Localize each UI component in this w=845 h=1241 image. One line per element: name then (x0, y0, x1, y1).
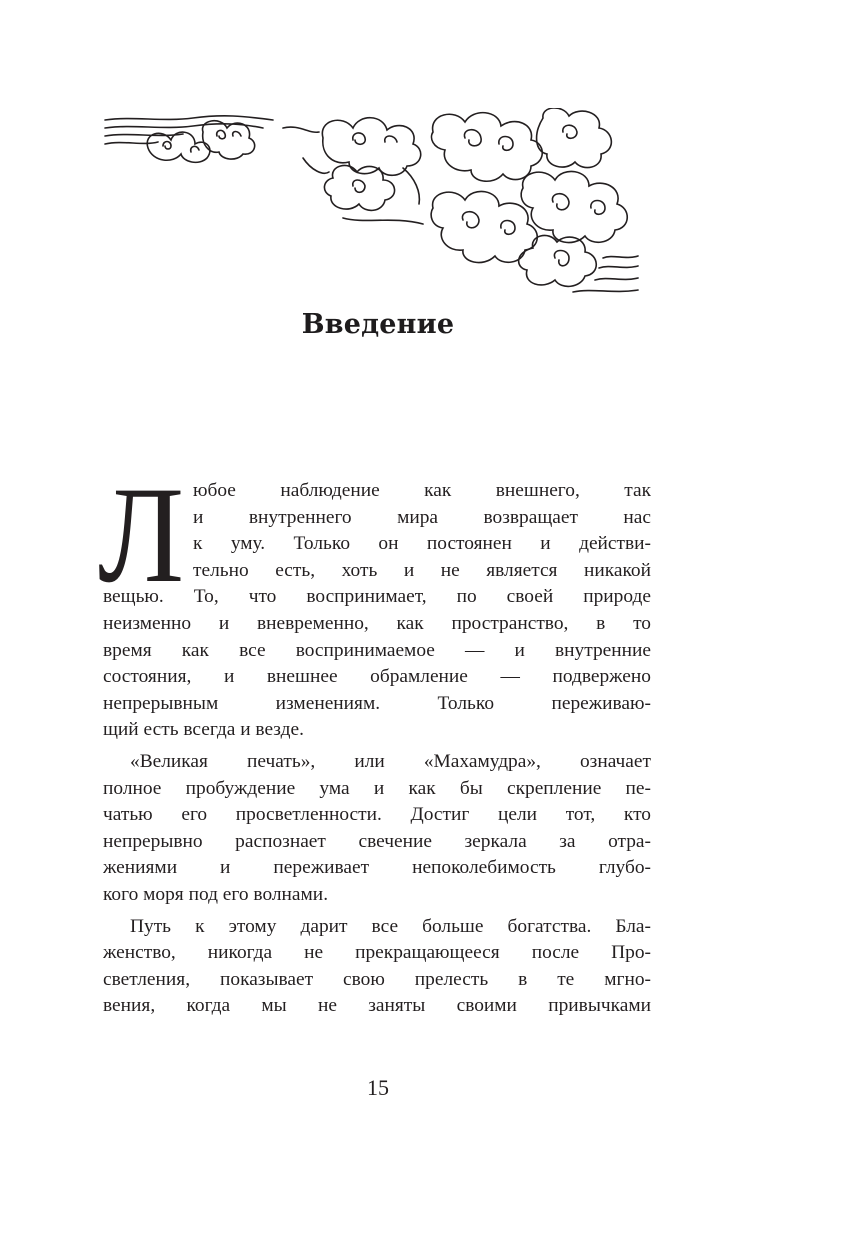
text-line: время как все воспринимаемое — и внутренние (103, 639, 651, 661)
text-line: тельно есть, хоть и не является никакой (193, 559, 651, 581)
text-line: непрерывным изменениям. Только переживаю- (103, 692, 651, 714)
text-line: состояния, и внешнее обрамление — подвержено (103, 666, 651, 688)
cloud-ornament-icon (103, 108, 640, 298)
chapter-title: Введение (301, 309, 455, 340)
text-line: юбое наблюдение как внешнего, так (193, 480, 651, 501)
text-line: «Великая печать», или «Махамудра», означает (130, 750, 651, 772)
text-line: к уму. Только он постоянен и действи- (193, 533, 651, 555)
text-line: женство, никогда не прекращающееся после Про- (103, 942, 651, 964)
text-line: светления, показывает свою прелесть в те мгно- (103, 968, 651, 990)
page-number: 15 (367, 1075, 389, 1100)
text-line: чатью его просветленности. Достиг цели тот, кто (103, 804, 651, 826)
text-line: щий есть всегда и везде. (103, 719, 304, 741)
text-line: жениями и переживает непоколебимость глубо- (103, 857, 651, 879)
text-line: вения, когда мы не заняты своими привычками (103, 995, 651, 1017)
drop-cap: Л (98, 458, 185, 611)
text-line: Путь к этому дарит все больше богатства. Бла- (130, 915, 651, 937)
text-line: кого моря под его волнами. (103, 883, 329, 905)
text-line: вещью. То, что воспринимает, по своей природе (103, 586, 651, 608)
text-line: полное пробуждение ума и как бы скрепление пе- (103, 777, 651, 799)
text-line: неизменно и вневременно, как пространство, в то (103, 612, 651, 634)
text-line: непрерывно распознает свечение зеркала за отра- (103, 830, 651, 852)
text-line: и внутреннего мира возвращает нас (193, 506, 651, 528)
body-text (103, 478, 651, 1020)
